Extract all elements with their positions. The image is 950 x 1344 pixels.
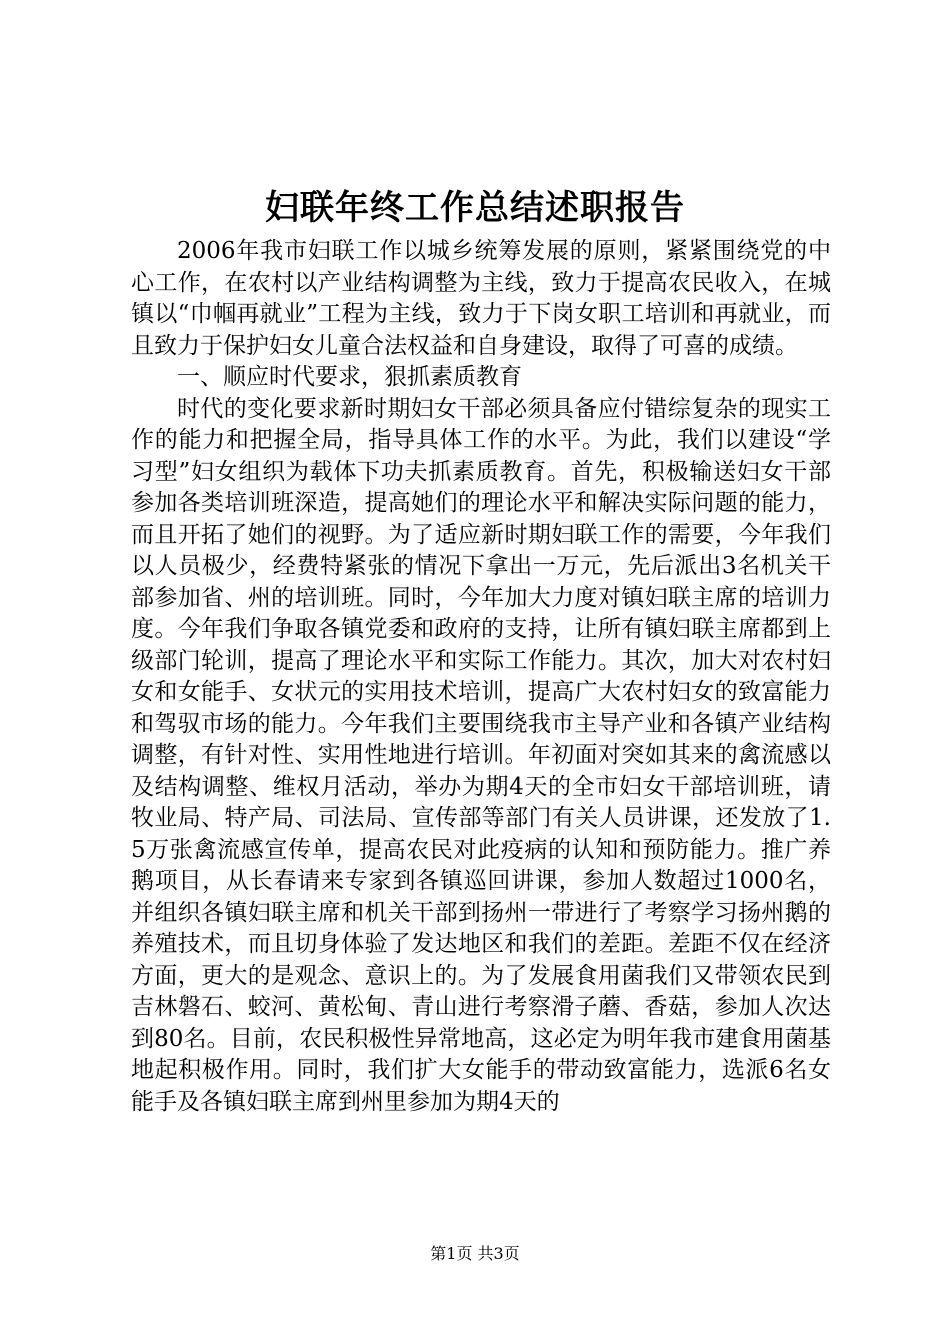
intro-paragraph: 2006年我市妇联工作以城乡统筹发展的原则，紧紧围绕党的中心工作，在农村以产业结构调整为主线，致力于提高农民收入，在城镇以“巾帼再就业”工程为主线，致力于下岗女职工培训和再就业，而且致力于保护妇女儿童合法权益和自身建设，取得了可喜的成绩。 — [131, 238, 831, 359]
page-footer: 第1页 共3页 — [430, 1244, 520, 1263]
body-paragraph: 时代的变化要求新时期妇女干部必须具备应付错综复杂的现实工作的能力和把握全局，指导具体工作的水平。为此，我们以建设“学习型”妇女组织为载体下功夫抓素质教育。首先，积极输送妇女干部参加各类培训班深造，提高她们的理论水平和解决实际问题的能力，而且开拓了她们的视野。为了适应新时期妇联工作的需要，今年我们以人员极少，经费特紧张的情况下拿出一万元，先后派出3名机关干部参加省、州的培训班。同时，今年加大力度对镇妇联主席的培训力度。今年我们争取各镇党委和政府的支持，让所有镇妇联主席都到上级部门轮训，提高了理论水平和实际工作能力。其次，加大对农村妇女和女能手、女状元的实用技术培训，提高广大农村妇女的致富能力和驾驭市场的能力。今年我们主要围绕我市主导产业和各镇产业结构调整，有针对性、实用性地进行培训。年初面对突如其来的禽流感以及结构调整、维权月活动，举办为期4天的全市妇女干部培训班，请牧业局、特产局、司法局、宣传部等部门有关人员讲课，还发放了1.5万张禽流感宣传单，提高农民对此疫病的认知和预防能力。推广养鹅项目，从长春请来专家到各镇巡回讲课，参加人数超过1000名，并组织各镇妇联主席和机关干部到扬州一带进行了考察学习扬州鹅的养殖技术，而且切身体验了发达地区和我们的差距。差距不仅在经济方面，更大的是观念、意识上的。为了发展食用菌我们又带领农民到吉林磐石、蛟河、黄松甸、青山进行考察滑子蘑、香菇，参加人次达到80名。目前，农民积极性异常地高，这必定为明年我市建食用菌基地起积极作用。同时，我们扩大女能手的带动致富能力，选派6名女能手及各镇妇联主席到州里参加为期4天的 — [131, 395, 831, 1115]
section-heading: 一、顺应时代要求，狠抓素质教育 — [177, 364, 522, 390]
document-title: 妇联年终工作总结述职报告 — [265, 188, 685, 228]
document-body — [131, 236, 831, 1118]
